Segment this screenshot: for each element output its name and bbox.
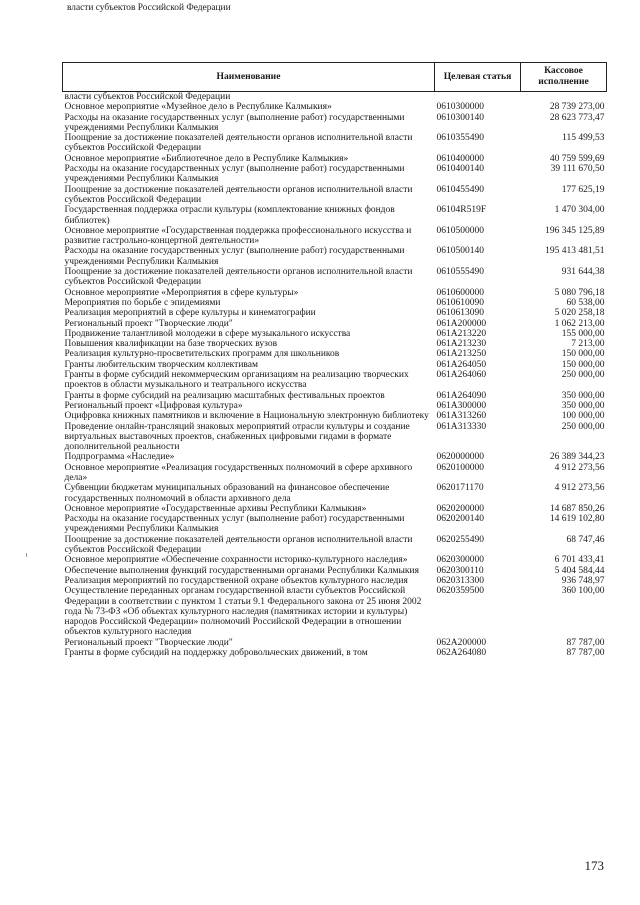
row-amount: 360 100,00 — [561, 586, 605, 597]
row-name: Основное мероприятие «Библиотечное дело в Республике Калмыкия» — [64, 153, 349, 164]
row-name: Поощрение за достижение показателей деятельности органов исполнительной власти субъектов Российской Федерации — [64, 133, 413, 154]
row-code: 0610300140 — [436, 112, 484, 123]
row-name: власти субъектов Российской Федерации — [64, 92, 231, 102]
table-row — [63, 154, 607, 164]
row-amount: 5 080 796,18 — [554, 287, 605, 298]
row-amount: 100 000,00 — [561, 411, 605, 422]
row-name: Расходы на оказание государственных услуг (выполнение работ) государственными учреждениями Республики Калмыкия — [64, 164, 405, 185]
table-row — [63, 504, 607, 514]
row-name: Осуществление переданных органам государственной власти субъектов Российской Федерации в соответствии с пунктом 1 статьи 9.1 Федерального закона от 25 июня 2002 года № 73-ФЗ «Об объектах культурного наследия (памятниках истории и культуры) народов Российской Федерации» полномочий Российской Федерации в отношении объектов культурного наследия — [64, 586, 422, 638]
table-row — [63, 102, 607, 112]
row-amount: 5 404 584,44 — [554, 565, 605, 576]
table-row — [63, 463, 607, 484]
table-row — [63, 133, 607, 154]
row-amount: 68 747,46 — [566, 534, 605, 545]
table-row — [63, 555, 607, 565]
row-code: 0610500140 — [436, 246, 484, 257]
row-code: 0620200140 — [436, 514, 484, 525]
row-code: 0620359500 — [436, 586, 484, 597]
row-name: Основное мероприятие «Реализация государственных полномочий в сфере архивного дела» — [64, 462, 413, 483]
row-amount: 1 062 213,00 — [554, 318, 605, 329]
row-amount: 14 687 850,26 — [549, 503, 605, 514]
row-amount: 155 000,00 — [561, 328, 605, 339]
table-row — [63, 267, 607, 288]
row-amount: 1 470 304,00 — [554, 205, 605, 216]
row-name: Подпрограмма «Наследие» — [64, 452, 175, 463]
row-code: 0620300110 — [436, 565, 484, 576]
row-code — [435, 92, 521, 103]
header-amount: Кассовое исполнение — [521, 63, 607, 92]
row-code: 0610613090 — [436, 308, 484, 319]
row-name: Основное мероприятие «Обеспечение сохранности историко-культурного наследия» — [64, 555, 408, 566]
row-code: 061A264060 — [436, 370, 487, 381]
row-code: 061A213250 — [436, 349, 487, 360]
row-name: Проведение онлайн-трансляций знаковых мероприятий отрасли культуры и создание виртуальных выставочных проектов, снабженных цифровыми гидами в формате дополнительной реальности — [64, 421, 410, 453]
table-row — [63, 566, 607, 576]
carried-over-text: власти субъектов Российской Федерации — [67, 3, 231, 13]
row-name: Государственная поддержка отрасли культуры (комплектование книжных фондов библиотек) — [64, 205, 395, 226]
page-number: 173 — [584, 858, 604, 873]
table-row — [63, 360, 607, 370]
row-amount: 87 787,00 — [566, 637, 605, 648]
row-code: 0610400140 — [436, 164, 484, 175]
table-row — [63, 576, 607, 586]
table-row — [63, 411, 607, 421]
row-code: 0610400000 — [436, 153, 484, 164]
row-code: 061A264090 — [436, 390, 487, 401]
table-row — [63, 638, 607, 648]
table-row — [63, 298, 607, 308]
table-row — [63, 422, 607, 453]
row-code: 0620255490 — [436, 534, 484, 545]
row-code: 0610500000 — [436, 225, 484, 236]
row-name: Обеспечение выполнения функций государственными органами Республики Калмыкия — [64, 565, 419, 576]
table-row — [63, 92, 607, 103]
table-row — [63, 308, 607, 318]
row-amount: 4 912 273,56 — [554, 462, 605, 473]
row-amount: 28 623 773,47 — [549, 112, 605, 123]
row-amount: 250 000,00 — [561, 370, 605, 381]
table-row — [63, 288, 607, 298]
row-amount: 250 000,00 — [561, 421, 605, 432]
row-amount: 87 787,00 — [566, 648, 605, 659]
row-code: 0610300000 — [436, 102, 484, 113]
row-code: 0610355490 — [436, 133, 484, 144]
row-amount: 26 389 344,23 — [549, 452, 605, 463]
row-code: 061A213230 — [436, 339, 487, 350]
row-code: 061A300000 — [436, 400, 487, 411]
table-body — [63, 92, 607, 659]
row-name: Гранты в форме субсидий некоммерческим организациям на реализацию творческих проектов в области музыкального и театрального искусства — [64, 370, 409, 391]
table-row — [63, 113, 607, 134]
header-name: Наименование — [63, 63, 435, 92]
header-code: Целевая статья — [435, 63, 521, 92]
row-code: 0610610090 — [436, 297, 484, 308]
table-row — [63, 401, 607, 411]
row-amount: 39 111 670,50 — [550, 164, 605, 175]
row-name: Основное мероприятие «Государственная поддержка профессионального искусства и развитие гастрольно-концертной деятельности» — [64, 225, 412, 247]
row-name: Продвижение талантливой молодежи в сфере музыкального искусства — [64, 328, 351, 339]
table-row — [63, 483, 607, 504]
row-name: Основное мероприятие «Мероприятия в сфере культуры» — [64, 287, 299, 298]
table-row — [63, 329, 607, 339]
table-row — [63, 164, 607, 185]
row-name: Реализация культурно-просветительских программ для школьников — [64, 349, 340, 360]
row-amount: 936 748,97 — [561, 575, 605, 586]
row-amount: 6 701 433,41 — [554, 555, 605, 566]
row-name: Основное мероприятие «Музейное дело в Республике Калмыкия» — [64, 102, 332, 113]
row-amount: 350 000,00 — [561, 390, 605, 401]
row-code: 0610555490 — [436, 267, 484, 278]
table-row — [63, 349, 607, 359]
row-code: 061A264050 — [436, 359, 487, 370]
row-amount: 195 413 481,51 — [545, 246, 605, 257]
row-name: Поощрение за достижение показателей деятельности органов исполнительной власти субъектов Российской Федерации — [64, 184, 413, 205]
row-amount: 40 759 599,69 — [549, 153, 605, 164]
table-row — [63, 370, 607, 391]
row-amount: 5 020 258,18 — [554, 308, 605, 319]
row-name: Региональный проект «Цифровая культура» — [64, 400, 243, 411]
table-header-row — [63, 63, 607, 92]
table-row — [63, 514, 607, 535]
table-row — [63, 185, 607, 206]
row-amount: 115 499,53 — [562, 133, 605, 144]
row-code: 061A313260 — [436, 411, 487, 422]
row-name: Поощрение за достижение показателей деятельности органов исполнительной власти субъектов Российской Федерации — [64, 267, 413, 288]
row-code: 0620300000 — [436, 555, 484, 566]
row-code: 0620000000 — [436, 452, 484, 463]
row-amount: 4 912 273,56 — [554, 483, 605, 494]
row-amount: 177 625,19 — [561, 184, 605, 195]
table-row — [63, 535, 607, 556]
row-code: 0620171170 — [436, 483, 484, 494]
row-name: Гранты любительским творческим коллективам — [64, 359, 258, 370]
row-name: Оцифровка книжных памятников и включение в Национальную электронную библиотеку — [64, 411, 429, 422]
row-code: 062A264080 — [436, 648, 487, 659]
row-code: 06104R519F — [436, 205, 487, 216]
row-amount: 150 000,00 — [561, 359, 605, 370]
budget-table — [62, 62, 607, 658]
row-name: Поощрение за достижение показателей деятельности органов исполнительной власти субъектов Российской Федерации — [64, 534, 413, 556]
table-row — [63, 226, 607, 247]
table-row — [63, 391, 607, 401]
row-code: 0620313300 — [436, 575, 484, 586]
row-name: Расходы на оказание государственных услуг (выполнение работ) государственными учреждениями Республики Калмыкия — [64, 112, 405, 133]
row-code: 0610600000 — [436, 287, 484, 298]
table-row — [63, 205, 607, 226]
row-name: Расходы на оказание государственных услуг (выполнение работ) государственными учреждениями Республики Калмыкия — [64, 246, 405, 267]
table-row — [63, 452, 607, 462]
row-amount: 28 739 273,00 — [549, 102, 605, 113]
table-row — [63, 586, 607, 637]
row-name: Мероприятия по борьбе с эпидемиями — [64, 297, 221, 308]
row-code: 062A200000 — [436, 637, 487, 648]
row-code: 0620100000 — [436, 462, 484, 473]
table-row — [63, 319, 607, 329]
row-name: Повышения квалификации на базе творческих вузов — [64, 339, 278, 350]
row-amount: 931 644,38 — [561, 267, 605, 278]
row-name: Реализация мероприятий по государственной охране объектов культурного наследия — [64, 575, 408, 586]
row-amount: 196 345 125,89 — [545, 225, 605, 236]
row-name: Реализация мероприятий в сфере культуры и кинематографии — [64, 308, 316, 319]
row-code: 0610455490 — [436, 184, 484, 195]
row-code: 061A213220 — [436, 328, 487, 339]
row-amount: 7 213,00 — [571, 339, 605, 350]
row-name: Основное мероприятие «Государственные архивы Республики Калмыкия» — [64, 503, 367, 514]
row-code: 061A313330 — [436, 421, 487, 432]
row-code: 0620200000 — [436, 503, 484, 514]
row-name: Субвенции бюджетам муниципальных образований на финансовое обеспечение государственных полномочий в области архивного дела — [64, 483, 390, 504]
row-amount — [521, 92, 607, 103]
row-amount: 14 619 102,80 — [549, 514, 605, 525]
row-name: Региональный проект "Творческие люди" — [64, 637, 233, 648]
table-row — [63, 246, 607, 267]
row-name: Гранты в форме субсидий на поддержку добровольческих движений, в том — [64, 648, 368, 659]
row-name: Расходы на оказание государственных услуг (выполнение работ) государственными учреждениями Республики Калмыкия — [64, 514, 405, 535]
row-amount: 350 000,00 — [561, 400, 605, 411]
row-amount: 150 000,00 — [561, 349, 605, 360]
table-row — [63, 648, 607, 658]
row-name: Гранты в форме субсидий на реализацию масштабных фестивальных проектов — [64, 390, 385, 401]
row-code: 061A200000 — [436, 318, 487, 329]
table-row — [63, 339, 607, 349]
margin-mark — [26, 553, 27, 557]
row-amount: 60 538,00 — [566, 297, 605, 308]
row-name: Региональный проект "Творческие люди" — [64, 318, 233, 329]
